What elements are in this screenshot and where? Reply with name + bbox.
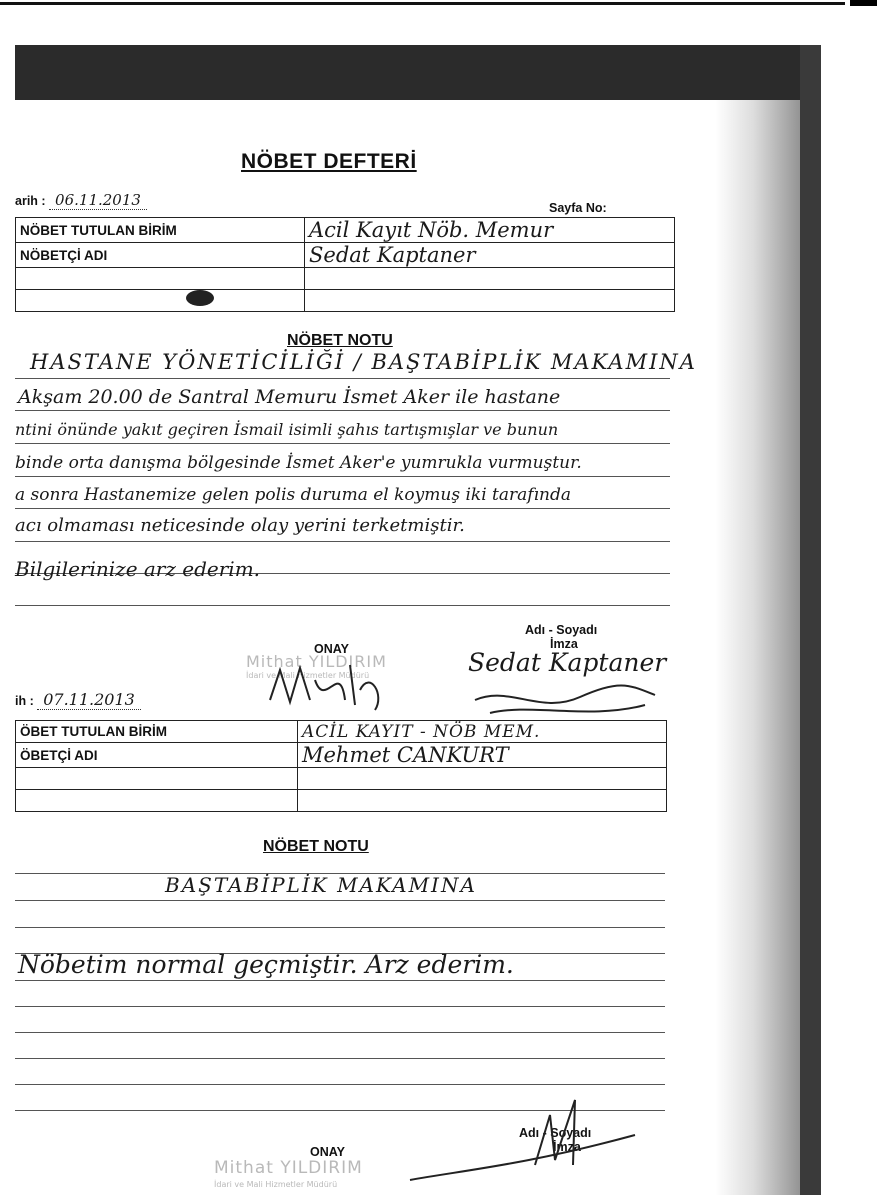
- entry1-unit-value: Acil Kayıt Nöb. Memur: [305, 218, 675, 243]
- table-row: [16, 290, 675, 312]
- scan-corner-mark: [850, 0, 877, 6]
- entry1-note-line-4: binde orta danışma bölgesinde İsmet Aker'e yumrukla vurmuştur.: [15, 453, 582, 473]
- entry2-note-heading: NÖBET NOTU: [263, 838, 369, 855]
- entry2-approval-stamp-title: İdari ve Mali Hizmetler Müdürü: [214, 1180, 338, 1189]
- entry2-note-line-3: Nöbetim normal geçmiştir. Arz ederim.: [18, 950, 514, 979]
- entry2-signature-scribble: [405, 1095, 645, 1190]
- table-row: [16, 721, 667, 743]
- entry2-date-label: ih :: [15, 694, 34, 708]
- scan-top-line: [0, 2, 845, 5]
- entry1-name-label: Adı - Soyadı: [525, 623, 598, 637]
- scan-shadow: [715, 100, 800, 1195]
- entry2-note-line-1: BAŞTABİPLİK MAKAMINA: [165, 873, 477, 897]
- entry1-signature-scribble: [470, 675, 660, 720]
- entry2-sign-label: İmza: [553, 1140, 581, 1154]
- entry1-note-line-6: acı olmaması neticesinde olay yerini terketmiştir.: [15, 515, 465, 536]
- table-row: [16, 268, 675, 290]
- entry1-approval-label: ONAY: [314, 642, 349, 656]
- entry1-guard-value: Sedat Kaptaner: [305, 243, 675, 268]
- table-row: [16, 243, 675, 268]
- page-number-label: Sayfa No:: [549, 201, 607, 215]
- table-row: [16, 790, 667, 812]
- scan-right-edge: [800, 45, 821, 1195]
- table-row: [16, 768, 667, 790]
- entry2-unit-label: ÖBET TUTULAN BİRİM: [16, 721, 298, 743]
- table-row: [16, 218, 675, 243]
- entry1-guard-label: NÖBETÇİ ADI: [16, 243, 305, 268]
- entry1-approval-signature: [265, 640, 395, 720]
- entry1-date-label: arih :: [15, 194, 46, 208]
- entry1-note-line-5: a sonra Hastanemize gelen polis duruma el koymuş iki tarafında: [15, 485, 571, 505]
- entry2-unit-value: ACİL KAYIT - NÖB MEM.: [298, 721, 667, 743]
- entry2-guard-label: ÖBETÇİ ADI: [16, 743, 298, 768]
- entry2-approval-label: ONAY: [310, 1145, 345, 1159]
- entry1-info-table: [15, 217, 675, 312]
- entry1-date-value: 06.11.2013: [49, 191, 147, 210]
- entry1-sign-label: İmza: [550, 637, 578, 651]
- entry2-guard-value: Mehmet CANKURT: [298, 743, 667, 768]
- entry2-date: [15, 690, 141, 709]
- entry2-approval-stamp-name: Mithat YILDIRIM: [214, 1158, 363, 1178]
- entry2-info-table: [15, 720, 667, 812]
- entry1-approval-stamp-title: İdari ve Mali Hizmetler Müdürü: [246, 671, 370, 680]
- ink-blot: [186, 290, 214, 306]
- entry1-note-line-8: Bilgilerinize arz ederim.: [15, 557, 261, 581]
- entry1-unit-label: NÖBET TUTULAN BİRİM: [16, 218, 305, 243]
- page-title: NÖBET DEFTERİ: [241, 150, 417, 173]
- entry1-approval-stamp-name: Mithat YILDIRIM: [246, 652, 387, 671]
- entry1-note-line-1: HASTANE YÖNETİCİLİĞİ / BAŞTABİPLİK MAKAMINA: [30, 350, 697, 374]
- entry1-note-line-3: ntini önünde yakıt geçiren İsmail isimli şahıs tartışmışlar ve bunun: [15, 420, 559, 439]
- entry2-name-label: Adı - Soyadı: [519, 1126, 592, 1140]
- scan-dark-band: [15, 45, 821, 100]
- entry1-signature: Sedat Kaptaner: [468, 648, 667, 677]
- entry2-date-value: 07.11.2013: [37, 690, 141, 710]
- table-row: [16, 743, 667, 768]
- entry1-note-line-2: Akşam 20.00 de Santral Memuru İsmet Aker ile hastane: [18, 386, 561, 408]
- entry1-date: [15, 191, 147, 209]
- entry1-note-heading: NÖBET NOTU: [287, 332, 393, 349]
